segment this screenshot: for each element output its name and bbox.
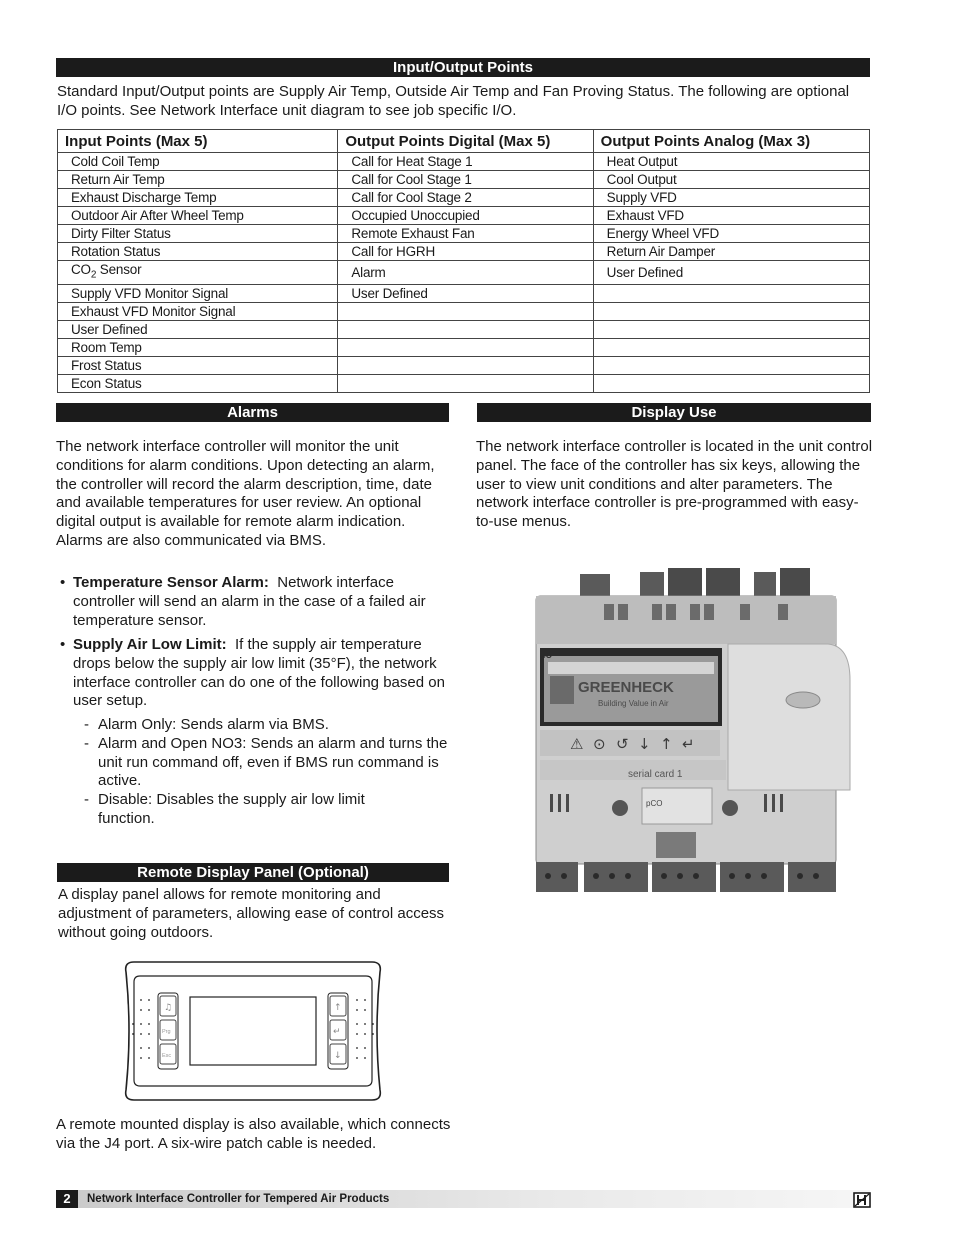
input-point-cell: Rotation Status xyxy=(58,243,338,261)
greenheck-logo-icon xyxy=(550,676,574,704)
display-use-paragraph xyxy=(476,438,874,532)
alarms-section-title: Alarms xyxy=(227,404,278,421)
list-item: - Alarm and Open NO3: Sends an alarm and turns the unit run command off, even if BMS run command is active. xyxy=(84,734,448,790)
table-row xyxy=(58,207,870,225)
table-row xyxy=(58,261,870,285)
remote-display-text: A display panel allows for remote monitoring and adjustment of parameters, allowing ease of control access without going outdoors. xyxy=(58,886,445,941)
remote-display-paragraph xyxy=(58,886,450,942)
down-key-icon: ↓ xyxy=(638,735,651,753)
column-header-output-digital: Output Points Digital (Max 5) xyxy=(338,130,593,153)
input-point-cell: Exhaust VFD Monitor Signal xyxy=(58,302,338,320)
list-item: - Alarm Only: Sends alarm via BMS. xyxy=(84,716,329,733)
carel-badge xyxy=(786,692,820,708)
output-analog-cell xyxy=(593,356,869,374)
input-point-cell: Cold Coil Temp xyxy=(58,153,338,171)
output-analog-cell: User Defined xyxy=(593,261,869,285)
display-use-section-title: Display Use xyxy=(631,404,717,421)
table-row xyxy=(58,356,870,374)
remote-display-section-title: Remote Display Panel (Optional) xyxy=(137,864,369,881)
io-intro-paragraph xyxy=(57,83,873,121)
output-digital-cell xyxy=(338,320,593,338)
table-row xyxy=(58,338,870,356)
enter-key-icon: ↵ xyxy=(682,735,695,753)
esc-key-label: Esc xyxy=(162,1053,172,1059)
input-point-cell: Room Temp xyxy=(58,338,338,356)
io-points-table xyxy=(57,129,870,393)
bullet-text: If the supply air temperature drops below the supply air low limit (35°F), the network interface controller can do one of the following based on user setup. xyxy=(73,636,445,710)
output-digital-cell: Call for Cool Stage 1 xyxy=(338,171,593,189)
table-row xyxy=(58,189,870,207)
table-row xyxy=(58,171,870,189)
table-row xyxy=(58,374,870,392)
output-analog-cell: Energy Wheel VFD xyxy=(593,225,869,243)
table-row xyxy=(58,153,870,171)
up-arrow-icon: ↑ xyxy=(334,1003,342,1013)
bullet-text: Network interface controller will send an alarm in the case of a failed air temperature sensor. xyxy=(73,574,426,629)
output-digital-cell: Call for Cool Stage 2 xyxy=(338,189,593,207)
input-point-cell: $CO_2$ Sensor xyxy=(58,261,338,285)
remote-display-screen xyxy=(190,997,316,1065)
prg-key-icon: ⊙ xyxy=(593,735,606,753)
output-analog-cell: Supply VFD xyxy=(593,189,869,207)
bullet-icon: • xyxy=(60,574,66,591)
output-digital-cell xyxy=(338,356,593,374)
input-point-cell: User Defined xyxy=(58,320,338,338)
input-point-cell: Frost Status xyxy=(58,356,338,374)
display-use-text: The network interface controller is located in the unit control panel. The face of the controller has six keys, allowing the user to view unit conditions and alter parameters. The network interface controller is pre-programmed with easy-to-use menus. xyxy=(476,438,873,531)
output-analog-cell xyxy=(593,320,869,338)
prg-key-label: Prg xyxy=(162,1029,171,1035)
input-point-cell: Exhaust Discharge Temp xyxy=(58,189,338,207)
output-analog-cell xyxy=(593,284,869,302)
output-digital-cell: Alarm xyxy=(338,261,593,285)
down-arrow-icon: ↓ xyxy=(334,1051,342,1061)
input-point-cell: Dirty Filter Status xyxy=(58,225,338,243)
list-item: - Disable: Disables the supply air low limit function. xyxy=(84,791,365,827)
remote-display-j4-text: A remote mounted display is also available, which connects via the J4 port. A six-wire patch cable is needed. xyxy=(56,1116,451,1152)
alarm-bullet-temperature-sensor xyxy=(60,574,448,630)
display-use-section-header xyxy=(477,403,871,422)
remote-display-section-header xyxy=(57,863,449,882)
output-digital-cell xyxy=(338,302,593,320)
output-digital-cell xyxy=(338,338,593,356)
output-digital-cell: Call for Heat Stage 1 xyxy=(338,153,593,171)
low-limit-options-list xyxy=(84,716,452,829)
output-analog-cell xyxy=(593,338,869,356)
alarms-intro-text: The network interface controller will monitor the unit conditions for alarm conditions. Upon detecting an alarm, the controller will record the alarm description, time, date and available temperatures for user review. An optional digital output is available for remote alarm indication. Alarms are also communicated via BMS. xyxy=(56,438,435,549)
output-analog-cell xyxy=(593,374,869,392)
display-tagline: Building Value in Air xyxy=(598,699,669,708)
greenheck-logo-icon xyxy=(853,1192,871,1208)
esc-key-icon: ↺ xyxy=(616,735,629,753)
co-label: CO xyxy=(540,651,552,660)
footer-title: Network Interface Controller for Tempered Air Products xyxy=(87,1193,390,1205)
alarms-section-header xyxy=(56,403,449,422)
bell-icon: ♫ xyxy=(164,1003,173,1013)
output-digital-cell: Call for HGRH xyxy=(338,243,593,261)
output-analog-cell xyxy=(593,302,869,320)
output-digital-cell: Occupied Unoccupied xyxy=(338,207,593,225)
table-row xyxy=(58,302,870,320)
controller-photo xyxy=(478,560,858,902)
remote-display-j4-paragraph xyxy=(56,1116,452,1154)
table-row xyxy=(58,225,870,243)
page-number: 2 xyxy=(56,1190,78,1208)
input-point-cell: Econ Status xyxy=(58,374,338,392)
output-digital-cell xyxy=(338,374,593,392)
output-digital-cell: User Defined xyxy=(338,284,593,302)
output-analog-cell: Heat Output xyxy=(593,153,869,171)
output-analog-cell: Cool Output xyxy=(593,171,869,189)
serial-card-label: serial card 1 xyxy=(628,769,683,780)
io-intro-text: Standard Input/Output points are Supply Air Temp, Outside Air Temp and Fan Proving Status. The following are optional I/O points. See Network Interface unit diagram to see job specific I/O. xyxy=(57,83,850,119)
input-point-cell: Supply VFD Monitor Signal xyxy=(58,284,338,302)
bullet-label: Temperature Sensor Alarm: xyxy=(73,574,269,591)
display-brand: GREENHECK xyxy=(578,679,674,696)
input-point-cell: Return Air Temp xyxy=(58,171,338,189)
enter-icon: ↵ xyxy=(333,1027,341,1037)
alarm-bullet-supply-air-low-limit xyxy=(60,636,452,711)
io-section-title: Input/Output Points xyxy=(393,59,533,76)
io-section-header xyxy=(56,58,870,77)
table-row xyxy=(58,320,870,338)
column-header-output-analog: Output Points Analog (Max 3) xyxy=(593,130,869,153)
table-header-row xyxy=(58,130,870,153)
alarms-intro-paragraph xyxy=(56,438,452,551)
bullet-icon: • xyxy=(60,636,66,653)
output-digital-cell: Remote Exhaust Fan xyxy=(338,225,593,243)
remote-display-panel-illustration xyxy=(120,960,386,1102)
up-key-icon: ↑ xyxy=(660,735,673,753)
alarm-key-icon: ⚠ xyxy=(570,735,584,753)
output-analog-cell: Exhaust VFD xyxy=(593,207,869,225)
table-row xyxy=(58,243,870,261)
output-analog-cell: Return Air Damper xyxy=(593,243,869,261)
bullet-label: Supply Air Low Limit: xyxy=(73,636,227,653)
column-header-input: Input Points (Max 5) xyxy=(58,130,338,153)
pco-label: pCO xyxy=(646,799,663,808)
input-point-cell: Outdoor Air After Wheel Temp xyxy=(58,207,338,225)
table-row xyxy=(58,284,870,302)
